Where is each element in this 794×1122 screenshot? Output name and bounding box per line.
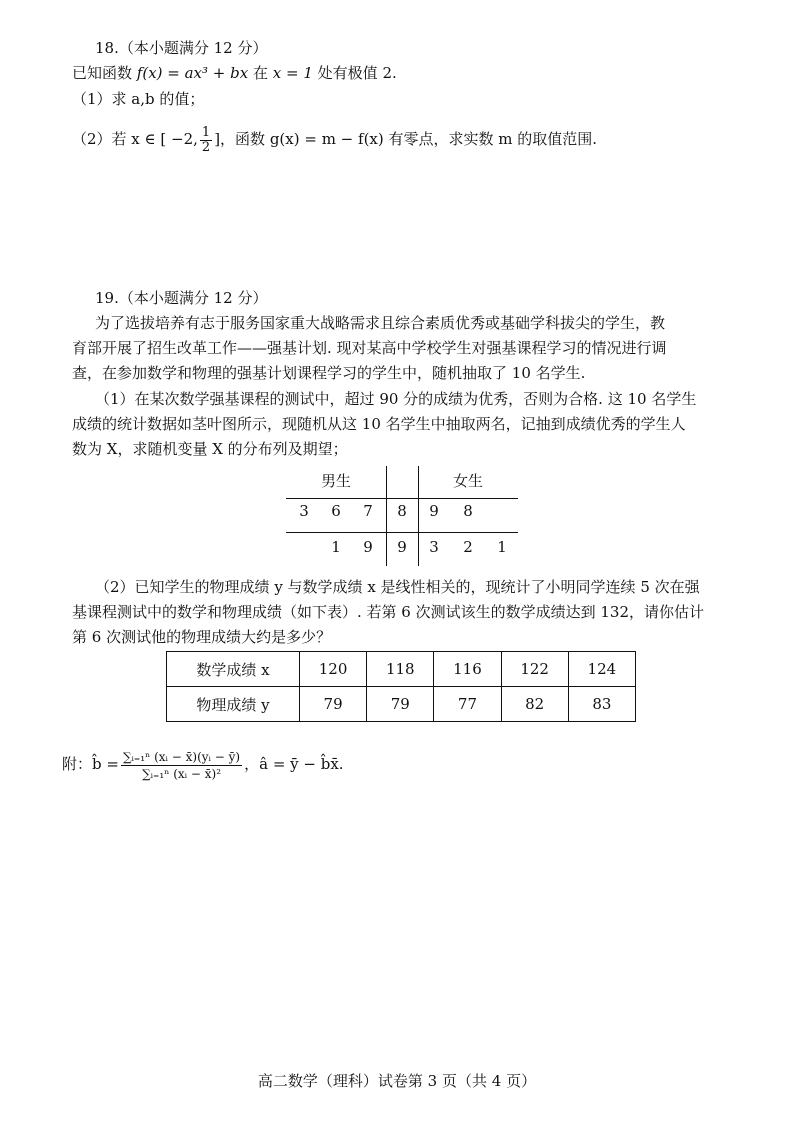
- table-cell: 118: [367, 652, 434, 687]
- q19-part2-1: （2）已知学生的物理成绩 y 与数学成绩 x 是线性相关的，现统计了小明同学连续 5 次在强: [95, 578, 700, 596]
- stem-leaf-cell: 9: [429, 502, 439, 520]
- q18-header: 18.（本小题满分 12 分）: [95, 39, 268, 57]
- stem-leaf-cell: 3: [429, 538, 439, 556]
- math-physics-table: [166, 651, 636, 722]
- stem-leaf-row-1: [286, 502, 518, 532]
- table-cell: 82: [501, 687, 568, 722]
- stem-leaf-cell: 6: [331, 502, 341, 520]
- q19-intro-1: 为了选拔培养有志于服务国家重大战略需求且综合素质优秀或基础学科拔尖的学生，教: [95, 314, 666, 332]
- q19-header: 19.（本小题满分 12 分）: [95, 289, 268, 307]
- q19-intro-3: 查，在参加数学和物理的强基计划课程学习的学生中，随机抽取了 10 名学生.: [72, 364, 586, 382]
- stem-leaf-cell: 7: [363, 502, 373, 520]
- q19-intro-2: 育部开展了招生改革工作——强基计划. 现对某高中学校学生对强基课程学习的情况进行调: [72, 339, 667, 357]
- fraction-one-half: $\frac{1}{2}$: [201, 124, 211, 155]
- table-cell: 122: [501, 652, 568, 687]
- table-header-cell: 物理成绩 y: [167, 687, 300, 722]
- table-cell: 79: [300, 687, 367, 722]
- stem-leaf-boys-label: 男生: [320, 472, 351, 490]
- table-cell: 77: [434, 687, 501, 722]
- table-row: [167, 687, 636, 722]
- q18-part1: （1）求 a,b 的值；: [72, 90, 205, 108]
- page-footer: 高二数学（理科）试卷第 3 页（共 4 页）: [257, 1072, 537, 1090]
- table-header-cell: 数学成绩 x: [167, 652, 300, 687]
- stem-leaf-cell: 1: [331, 538, 341, 556]
- stem-leaf-cell: 2: [463, 538, 473, 556]
- table-row: [167, 652, 636, 687]
- table-cell: 83: [568, 687, 635, 722]
- regression-fraction: $\frac{\text{∑ᵢ₌₁ⁿ (xᵢ − x̄)(yᵢ − ȳ)}}{\text{∑ᵢ₌₁ⁿ (xᵢ − x̄)²}}$: [122, 749, 241, 781]
- q18-part2: （2）若 x ∈ [ −2, $\frac{1}{2}$ ]，函数 g(x) = m − f(x) 有零点，求实数 m 的取值范围.: [72, 124, 598, 155]
- stem-leaf-cell: 1: [497, 538, 507, 556]
- q19-part1-2: 成绩的统计数据如茎叶图所示，现随机从这 10 名学生中抽取两名，记抽到成绩优秀的学生人: [72, 415, 686, 433]
- q19-part1-1: （1）在某次数学强基课程的测试中，超过 90 分的成绩为优秀，否则为合格. 这 10 名学生: [95, 390, 697, 408]
- stem-leaf-stem: 8: [397, 502, 407, 520]
- table-cell: 79: [367, 687, 434, 722]
- stem-leaf-cell: 9: [363, 538, 373, 556]
- stem-leaf-row-2: [286, 538, 518, 568]
- regression-formula: 附：b̂ = $\frac{\text{∑ᵢ₌₁ⁿ (xᵢ − x̄)(yᵢ − ȳ)}}{\text{∑ᵢ₌₁ⁿ (xᵢ − x̄)²}}$ ，â = ȳ − b̂x̄.: [62, 749, 344, 781]
- table-cell: 116: [434, 652, 501, 687]
- table-cell: 120: [300, 652, 367, 687]
- stem-leaf-cell: 8: [463, 502, 473, 520]
- table-cell: 124: [568, 652, 635, 687]
- stem-leaf-girls-label: 女生: [452, 472, 483, 490]
- q19-part2-2: 基课程测试中的数学和物理成绩（如下表）. 若第 6 次测试该生的数学成绩达到 132，请你估计: [72, 603, 705, 621]
- stem-leaf-plot: [286, 466, 518, 566]
- stem-leaf-cell: 3: [299, 502, 309, 520]
- stem-leaf-stem: 9: [397, 538, 407, 556]
- q18-statement: 已知函数 f(x) = ax³ + bx 在 x = 1 处有极值 2.: [72, 64, 397, 82]
- q19-part1-3: 数为 X，求随机变量 X 的分布列及期望；: [72, 440, 348, 458]
- q19-part2-3: 第 6 次测试他的物理成绩大约是多少？: [72, 628, 332, 646]
- stem-leaf-rule: [286, 498, 518, 499]
- stem-leaf-rule-mid: [286, 532, 518, 533]
